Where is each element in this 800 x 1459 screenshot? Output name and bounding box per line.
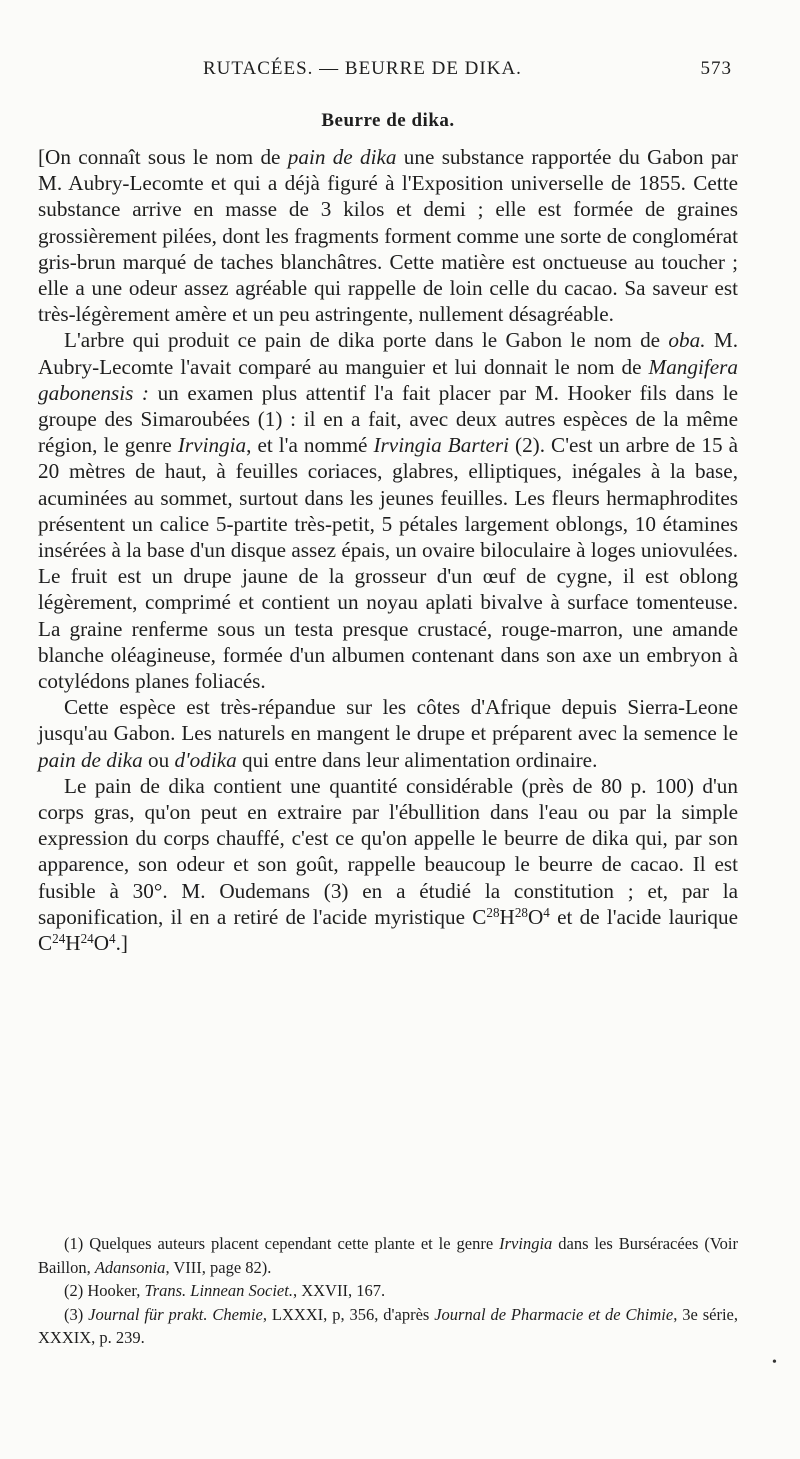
fn1-text-a: (1) Quelques auteurs placent cependant cette plante et le genre [64, 1234, 500, 1253]
p3-text-c: ou [142, 747, 175, 772]
paragraph-2 [38, 327, 738, 694]
fn2-text-a: (2) Hooker, [64, 1281, 145, 1300]
footnote-3 [38, 1303, 738, 1350]
p3-text-e: qui entre dans leur alimentation ordinaire. [236, 747, 598, 772]
p2-italic-irvingia-barteri: Irvingia Barteri [373, 433, 509, 458]
p2-text-g: , et l'a nommé [246, 433, 374, 458]
formula-subscript: 28 [514, 904, 528, 920]
p1-text-c: une substance rapportée du Gabon par M. Aubry-Lecomte et qui a déjà figuré à l'Exposition universelle de 1855. Cette substance arrive en masse de 3 kilos et demi ; elle est formée de graines grossièrement pilées, dont les fragments forment comme une sorte de conglomérat gris-brun marqué de taches blanchâtres. Cette matière est onctueuse au toucher ; elle a une odeur assez agréable qui rappelle de loin celle du cacao. Sa saveur est très-légèrement amère et un peu astringente, nullement désagréable. [38, 145, 738, 327]
fn1-italic-adansonia: Adansonia [94, 1257, 166, 1277]
p3-italic-odika: d'odika [174, 747, 237, 772]
paragraph-4 [38, 773, 738, 956]
p4-text-f: O [93, 931, 110, 956]
p4-text-b: H [499, 904, 515, 929]
formula-subscript: 4 [109, 930, 116, 946]
p4-text-c: O [527, 904, 544, 929]
fn3-text-e: , 3e série, XXXIX, p. 239. [38, 1304, 738, 1347]
p2-text-e: un examen plus attentif l'a fait placer par M. Hooker fils dans le groupe des Simaroubées (1) : il en a fait, avec deux autres espèces de la même région, le genre [38, 380, 738, 458]
formula-subscript: 28 [486, 904, 500, 920]
running-head [38, 58, 738, 86]
fn3-italic-journal-pharmacie: Journal de Pharmacie et de Chimie [434, 1304, 674, 1324]
p2-italic-mangifera: Mangifera gabonensis : [38, 354, 738, 405]
p3-italic-pain-de-dika: pain de dika [38, 747, 143, 772]
formula-subscript: 4 [543, 904, 550, 920]
fn1-text-e: , VIII, page 82). [165, 1257, 272, 1277]
fn3-italic-journal: Journal für prakt. Chemie [88, 1304, 263, 1324]
fn1-text-c: dans les Burséracées (Voir Baillon, [38, 1234, 739, 1277]
fn3-text-a: (3) [64, 1304, 89, 1324]
running-title: RUTACÉES. — BEURRE DE DIKA. [203, 58, 522, 79]
p2-text-a: L'arbre qui produit ce pain de dika porte dans le Gabon le nom de [64, 328, 669, 353]
p4-text-e: H [65, 931, 81, 956]
p1-italic-term: pain de dika [287, 145, 397, 169]
p4-text-g: .] [115, 931, 128, 956]
page-number: 573 [700, 58, 732, 79]
paragraph-1 [38, 144, 738, 327]
footnote-2 [38, 1279, 738, 1303]
fn1-italic-irvingia: Irvingia [499, 1234, 553, 1253]
formula-subscript: 24 [80, 930, 94, 946]
p2-italic-oba: oba. [668, 328, 706, 353]
footnotes [38, 1232, 738, 1350]
p4-text-a: Le pain de dika contient une quantité considérable (près de 80 p. 100) d'un corps gras, qu'on peut en extraire par l'ébullition dans l'eau ou par la simple expression du corps chauffé, c'est ce qu'on appelle le beurre de dika qui, par son apparence, son odeur et son goût, rappelle beaucoup le beurre de cacao. Il est fusible à 30°. M. Oudemans (3) en a étudié la constitution ; et, par la saponification, il en a retiré de l'acide myristique C [38, 773, 738, 929]
fn3-text-c: , LXXXI, p, 356, d'après [262, 1304, 435, 1324]
fn2-text-c: , XXVII, 167. [292, 1281, 386, 1300]
paragraph-3 [38, 694, 738, 773]
p4-text-d: et de l'acide laurique C [38, 904, 738, 956]
section-title: Beurre de dika. [321, 110, 455, 131]
body-text [38, 144, 738, 956]
formula-subscript: 24 [52, 930, 66, 946]
footnote-1 [38, 1232, 738, 1279]
p2-italic-irvingia: Irvingia [177, 433, 247, 458]
p2-text-c: M. Aubry-Lecomte l'avait comparé au manguier et lui donnait le nom de [38, 328, 738, 379]
fn2-italic-journal: Trans. Linnean Societ. [144, 1281, 293, 1300]
margin-mark: • [772, 1355, 777, 1370]
p3-text-a: Cette espèce est très-répandue sur les côtes d'Afrique depuis Sierra-Leone jusqu'au Gabon. Les naturels en mangent le drupe et préparent avec la semence le [38, 695, 738, 746]
p2-text-i: (2). C'est un arbre de 15 à 20 mètres de haut, à feuilles coriaces, glabres, elliptiques, inégales à la base, acuminées au sommet, surtout dans les jeunes feuilles. Les fleurs hermaphrodites présentent un calice 5-partite très-petit, 5 pétales largement oblongs, 10 étamines insérées à la base d'un disque assez épais, un ovaire biloculaire à loges uniovulées. Le fruit est un drupe jaune de la grosseur d'un œuf de cygne, il est oblong légèrement, comprimé et contient un noyau aplati bivalve à surface tomenteuse. La graine renferme sous un testa presque crustacé, rouge-marron, une amande blanche oléagineuse, formée d'un albumen contenant dans son axe un embryon à cotylédons planes foliacés. [38, 433, 738, 694]
p1-text-a: [On connaît sous le nom de [38, 145, 288, 169]
